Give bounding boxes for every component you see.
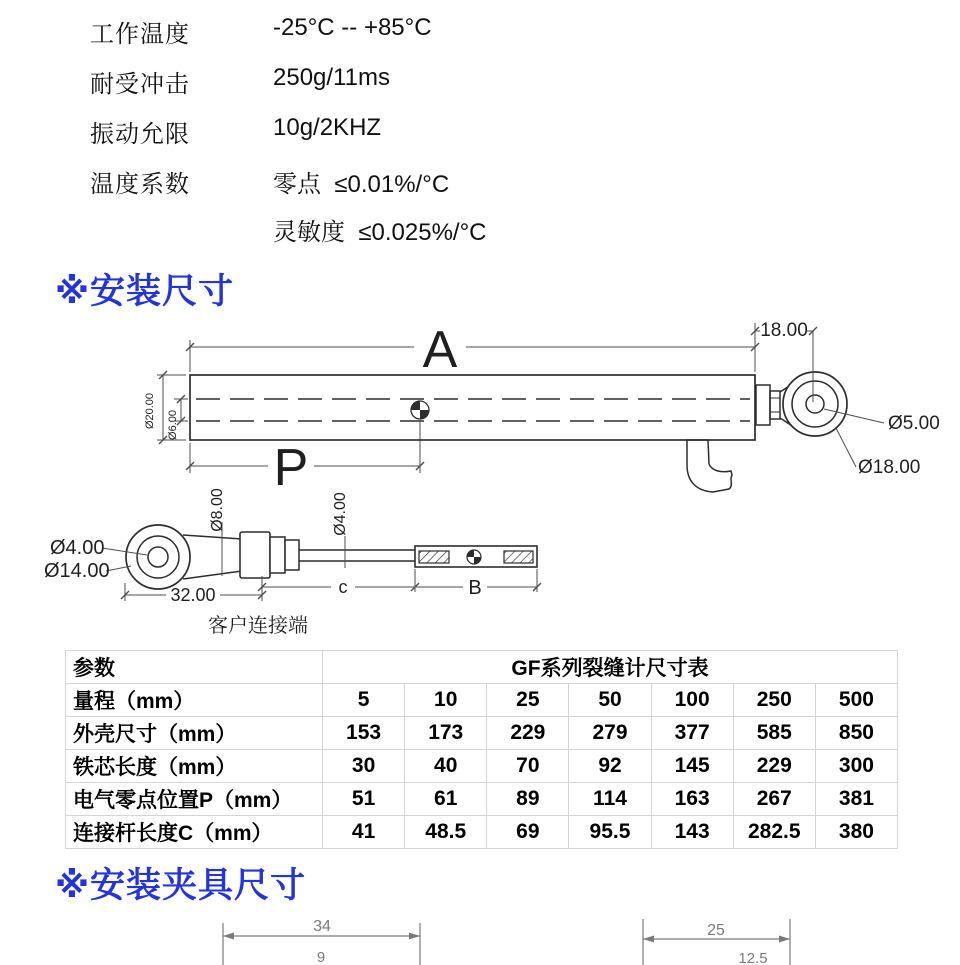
table-cell: 89 [487,783,569,816]
table-cell: 585 [733,717,815,750]
slot-hatched [419,551,449,563]
table-cell: 500 [815,684,897,717]
customer-eyelet [126,525,190,589]
table-cell: 153 [323,717,405,750]
center-mark [467,550,481,564]
connecting-rod-drawing [0,480,960,645]
spec-row [0,164,960,198]
rod-end-eyelet [783,372,847,436]
row-label: 量程（mm） [66,684,323,717]
table-cell: 5 [323,684,405,717]
table-cell: 381 [815,783,897,816]
table-cell: 850 [815,717,897,750]
table-cell: 173 [405,717,487,750]
slot-hatched [504,551,533,563]
dimension-dia5-label: Ø5.00 [888,413,940,434]
dia18-leader-line [836,428,856,467]
table-cell: 50 [569,684,651,717]
clamp-dim-25-label: 25 [707,922,725,939]
table-row [66,816,898,849]
clamp-dim-34-label: 34 [313,918,331,935]
dimension-dia4-hole-label: Ø4.00 [50,537,105,559]
center-mark [411,401,429,419]
spec-value: 10g/2KHZ [273,114,382,141]
dimension-18-label: 18.00 [760,320,808,341]
spec-label: 工作温度 [90,21,190,48]
table-cell: 61 [405,783,487,816]
spec-row [0,114,960,148]
dimension-dia14-label: Ø14.00 [44,560,110,582]
table-cell: 282.5 [733,816,815,849]
dimension-p-label: P [273,439,309,497]
table-cell: 279 [569,717,651,750]
table-cell: 40 [405,750,487,783]
table-cell: 267 [733,783,815,816]
spec-row [0,14,960,48]
dimension-dia8-label: Ø8.00 [209,488,226,532]
dim-arrow [409,933,420,940]
table-cell: 10 [405,684,487,717]
dim-arrow [223,933,234,940]
row-label: 铁芯长度（mm） [66,750,323,783]
sensor-body [190,375,800,440]
clamp-dim-12-5-partial-label: 12.5 [738,950,768,965]
spec-value: 灵敏度 ≤0.025%/°C [273,219,487,246]
dimension-a [186,323,759,372]
table-cell: 51 [323,783,405,816]
dimension-dia18-label: Ø18.00 [858,457,921,478]
table-cell: 143 [651,816,733,849]
dimension-32-label: 32.00 [170,585,216,605]
table-cell: 380 [815,816,897,849]
table-header-row [66,651,898,684]
spec-value: 250g/11ms [273,64,390,91]
table-cell: 70 [487,750,569,783]
table-cell: 25 [487,684,569,717]
section-heading-install-dims: ※安装尺寸 [55,272,235,311]
table-param-header: 参数 [66,651,323,684]
table-row [66,717,898,750]
table-title: GF系列裂缝计尺寸表 [323,651,898,684]
table-cell: 41 [323,816,405,849]
row-label: 外壳尺寸（mm） [66,717,323,750]
dim-arrow [643,936,654,943]
table-cell: 92 [569,750,651,783]
spec-label: 振动允限 [90,121,190,148]
dimension-dia20-label: Ø20.00 [144,392,156,430]
table-cell: 95.5 [569,816,651,849]
table-cell: 300 [815,750,897,783]
table-cell: 114 [569,783,651,816]
spec-label: 耐受冲击 [90,71,190,98]
section-heading-clamp-dims: ※安装夹具尺寸 [55,866,307,905]
table-row [66,684,898,717]
spec-label: 温度系数 [90,171,190,198]
spec-row [0,64,960,98]
dim-arrow [779,936,790,943]
table-cell: 377 [651,717,733,750]
rod-sections [240,532,537,578]
customer-end-caption: 客户连接端 [208,615,308,637]
table-cell: 30 [323,750,405,783]
dimension-dia4-rod-label: Ø4.00 [332,492,349,536]
table-cell: 48.5 [405,816,487,849]
table-cell: 250 [733,684,815,717]
row-label: 电气零点位置P（mm） [66,783,323,816]
table-cell: 100 [651,684,733,717]
spec-value: -25°C -- +85°C [273,14,432,41]
dimension-b-label: B [468,577,482,599]
table-cell: 229 [733,750,815,783]
spec-value: 零点 ≤0.01%/°C [273,171,450,198]
dimension-c-b [258,569,541,592]
spec-row [0,212,960,246]
rod-end-stem [183,535,242,579]
table-row [66,750,898,783]
row-label: 连接杆长度C（mm） [66,816,323,849]
table-cell: 229 [487,717,569,750]
table-cell: 145 [651,750,733,783]
clamp-drawing-partial [0,905,960,965]
dimension-dia6-label: Ø6.00 [167,410,179,440]
clamp-dim-9-partial-label: 9 [316,949,326,965]
table-cell: 69 [487,816,569,849]
dimension-table [65,650,898,849]
dimension-a-label: A [422,321,458,379]
table-cell: 163 [651,783,733,816]
table-row [66,783,898,816]
dimension-c-label: c [338,577,348,597]
